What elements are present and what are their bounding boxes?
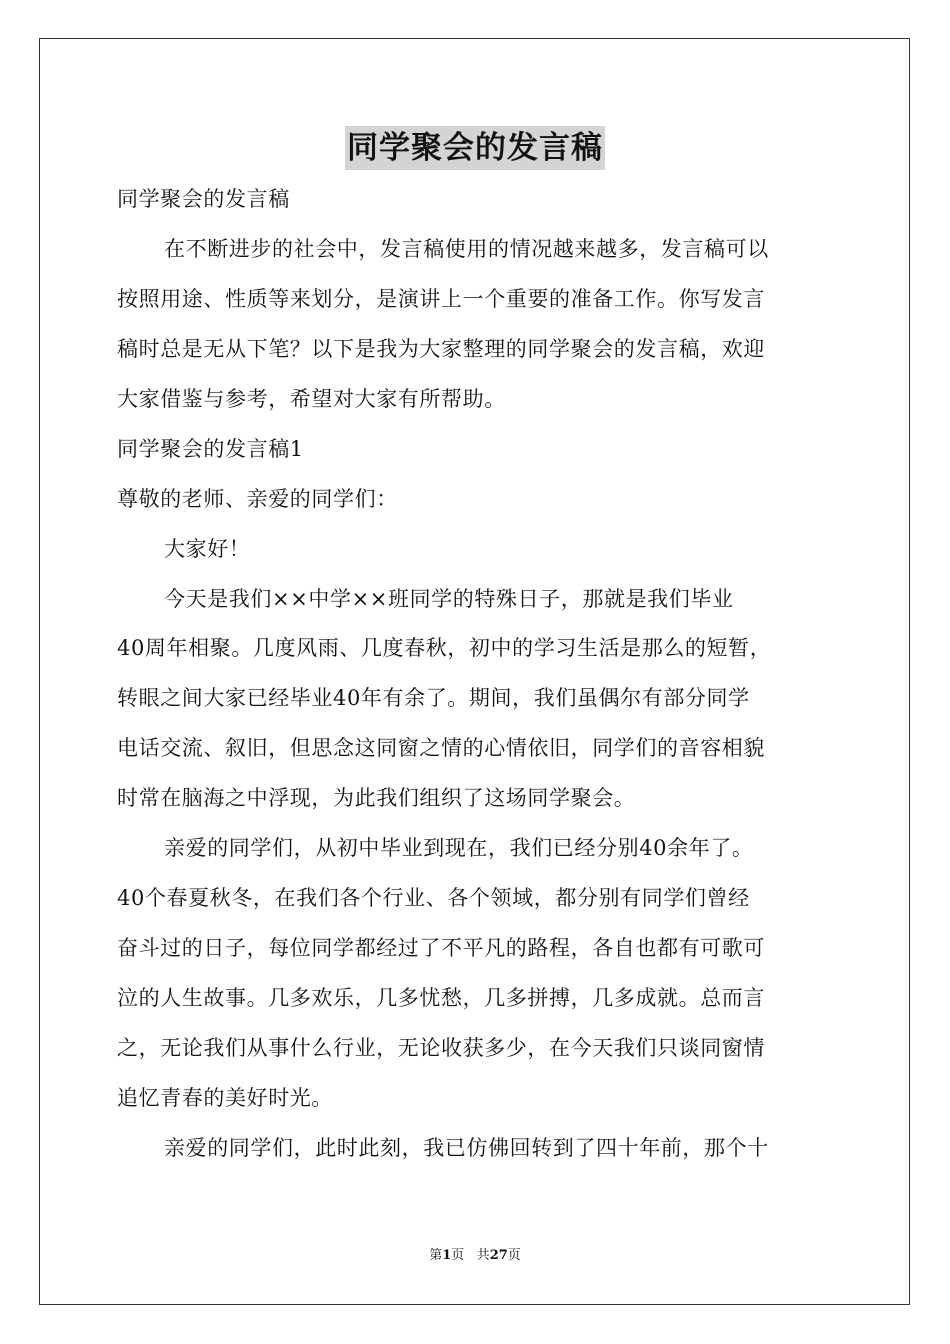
- section-heading: 同学聚会的发言稿1: [117, 437, 304, 461]
- page-footer: [0, 1247, 950, 1265]
- paragraph-line: 亲爱的同学们，此时此刻，我已仿佛回转到了四十年前，那个十: [164, 1136, 769, 1160]
- paragraph-line: 追忆青春的美好时光。: [117, 1086, 333, 1110]
- paragraph-line: 今天是我们××中学××班同学的特殊日子，那就是我们毕业: [164, 587, 734, 611]
- greeting: 大家好！: [164, 537, 251, 561]
- document-title: 同学聚会的发言稿: [345, 126, 605, 170]
- paragraph-line: 泣的人生故事。几多欢乐，几多忧愁，几多拼搏，几多成就。总而言: [117, 986, 765, 1010]
- paragraph-line: 稿时总是无从下笔？以下是我为大家整理的同学聚会的发言稿，欢迎: [117, 337, 765, 361]
- title-container: [0, 126, 950, 170]
- paragraph-line: 转眼之间大家已经毕业40年有余了。期间，我们虽偶尔有部分同学: [117, 686, 750, 710]
- paragraph-line: 大家借鉴与参考，希望对大家有所帮助。: [117, 387, 506, 411]
- total-suffix: 页: [507, 1248, 521, 1263]
- paragraph-line: 奋斗过的日子，每位同学都经过了不平凡的路程，各自也都有可歌可: [117, 936, 765, 960]
- paragraph-line: 按照用途、性质等来划分，是演讲上一个重要的准备工作。你写发言: [117, 287, 765, 311]
- page-prefix: 第: [429, 1248, 443, 1263]
- total-pages: 27: [489, 1248, 508, 1263]
- salutation: 尊敬的老师、亲爱的同学们：: [117, 487, 398, 511]
- total-prefix: 共: [476, 1248, 490, 1263]
- paragraph-line: 在不断进步的社会中，发言稿使用的情况越来越多，发言稿可以: [164, 237, 769, 261]
- paragraph-line: 40周年相聚。几度风雨、几度春秋，初中的学习生活是那么的短暂，: [117, 636, 772, 660]
- paragraph-line: 40个春夏秋冬，在我们各个行业、各个领域，都分别有同学们曾经: [117, 886, 750, 910]
- paragraph-line: 电话交流、叙旧，但思念这同窗之情的心情依旧，同学们的音容相貌: [117, 736, 765, 760]
- page-border: [39, 38, 910, 1305]
- paragraph-line: 时常在脑海之中浮现，为此我们组织了这场同学聚会。: [117, 786, 636, 810]
- paragraph-line: 之，无论我们从事什么行业，无论收获多少，在今天我们只谈同窗情: [117, 1036, 765, 1060]
- page-number: 1: [442, 1248, 452, 1263]
- doc-subtitle: 同学聚会的发言稿: [117, 187, 290, 211]
- page-suffix: 页: [451, 1248, 465, 1263]
- paragraph-line: 亲爱的同学们，从初中毕业到现在，我们已经分别40余年了。: [164, 836, 754, 860]
